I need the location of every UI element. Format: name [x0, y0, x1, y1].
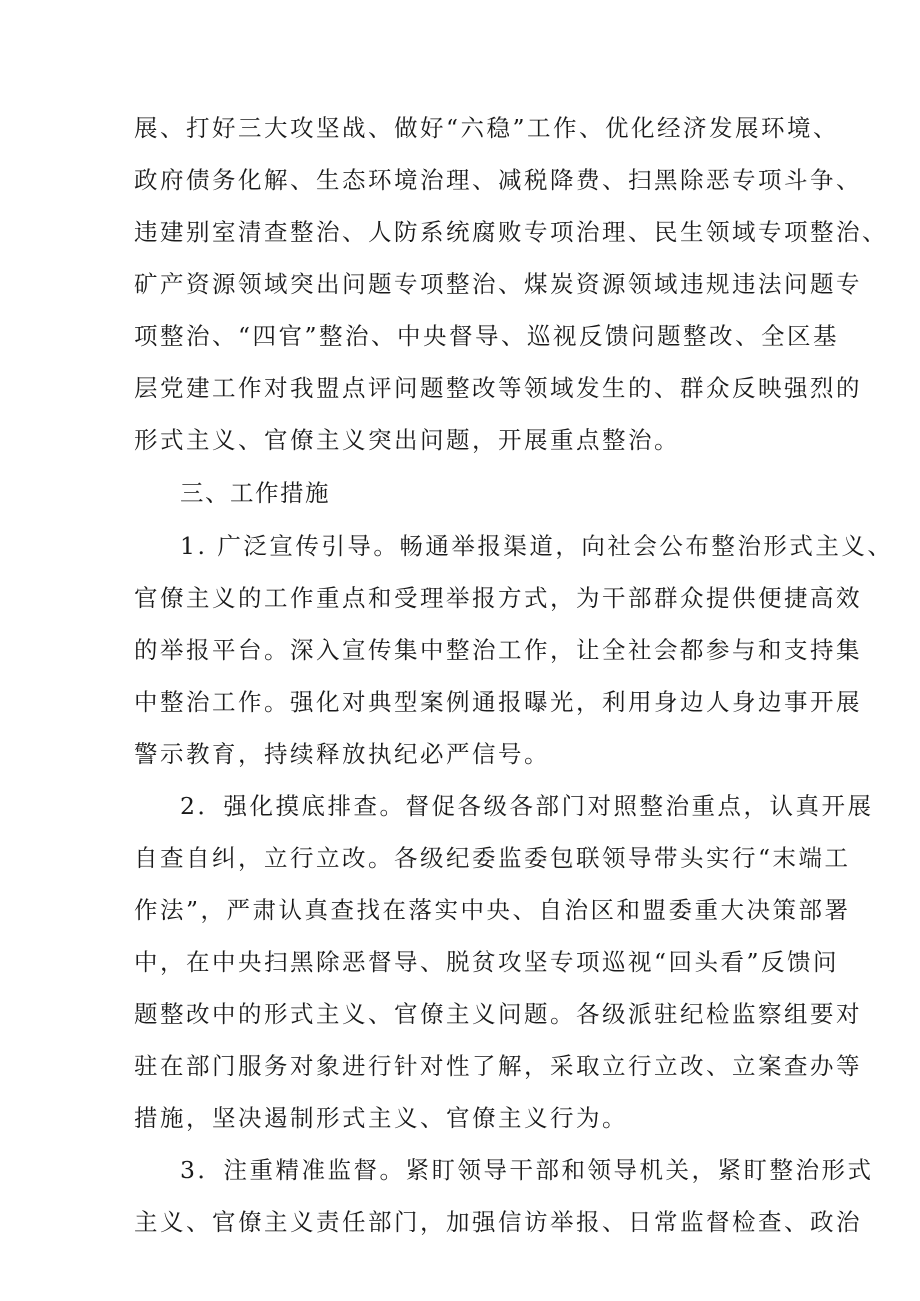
- text-line: 驻在部门服务对象进行针对性了解，采取立行立改、立案查办等: [134, 1052, 862, 1080]
- item-2-first-line: 2．强化摸底排查。督促各级各部门对照整治重点，认真开展: [180, 792, 874, 820]
- text-line: 题整改中的形式主义、官僚主义问题。各级派驻纪检监察组要对: [134, 1000, 862, 1028]
- text-line: 层党建工作对我盟点评问题整改等领域发生的、群众反映强烈的: [134, 374, 862, 402]
- item-3-first-line: 3．注重精准监督。紧盯领导干部和领导机关，紧盯整治形式: [180, 1156, 874, 1184]
- text-line: 警示教育，持续释放执纪必严信号。: [134, 740, 550, 768]
- text-line: 主义、官僚主义责任部门，加强信访举报、日常监督检查、政治: [134, 1208, 862, 1236]
- text-line: 展、打好三大攻坚战、做好“六稳”工作、优化经济发展环境、: [134, 114, 840, 142]
- section-heading: 三、工作措施: [180, 479, 330, 507]
- text-line: 作法”，严肃认真查找在落实中央、自治区和盟委重大决策部署: [134, 896, 851, 924]
- text-line: 形式主义、官僚主义突出问题，开展重点整治。: [134, 426, 680, 454]
- text-line: 违建别室清查整治、人防系统腐败专项治理、民生领域专项整治、: [134, 218, 888, 246]
- text-line: 自查自纠，立行立改。各级纪委监委包联领导带头实行“末端工: [134, 844, 851, 872]
- text-line: 中，在中央扫黑除恶督导、脱贫攻坚专项巡视“回头看”反馈问: [134, 948, 840, 976]
- text-line: 措施，坚决遏制形式主义、官僚主义行为。: [134, 1104, 628, 1132]
- text-line: 中整治工作。强化对典型案例通报曝光，利用身边人身边事开展: [134, 688, 862, 716]
- text-line: 政府债务化解、生态环境治理、减税降费、扫黑除恶专项斗争、: [134, 166, 862, 194]
- item-1-first-line: 1. 广泛宣传引导。畅通举报渠道，向社会公布整治形式主义、: [180, 532, 894, 560]
- text-line: 的举报平台。深入宣传集中整治工作，让全社会都参与和支持集: [134, 636, 862, 664]
- text-line: 矿产资源领域突出问题专项整治、煤炭资源领域违规违法问题专: [134, 270, 862, 298]
- text-line: 项整治、“四官”整治、中央督导、巡视反馈问题整改、全区基: [134, 322, 840, 350]
- text-line: 官僚主义的工作重点和受理举报方式，为干部群众提供便捷高效: [134, 584, 862, 612]
